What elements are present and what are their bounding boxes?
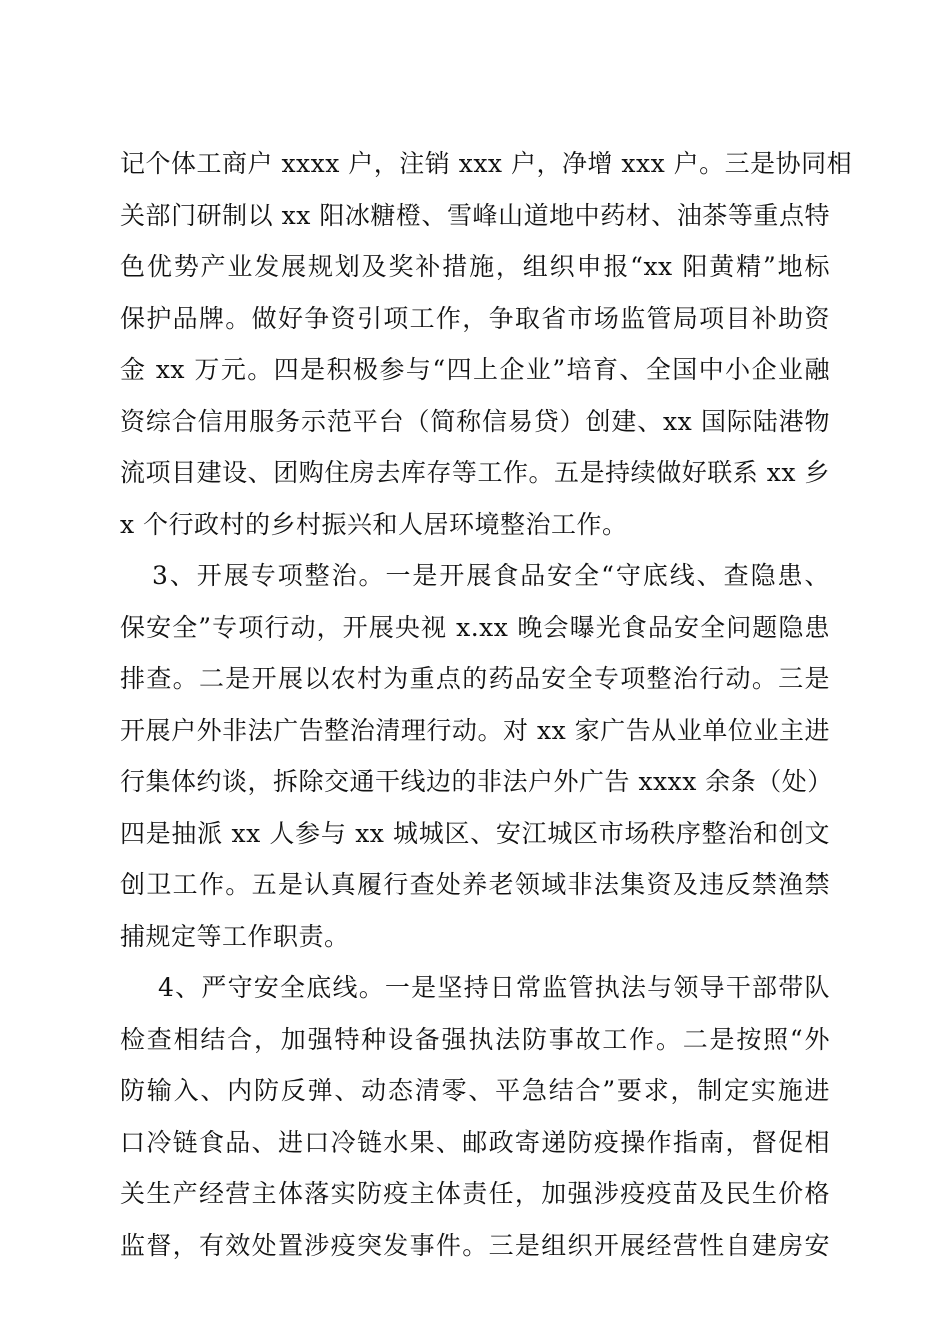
- text-line: 行集体约谈，拆除交通干线边的非法户外广告 xxxx 余条（处）: [120, 767, 833, 796]
- paragraph-safety-baseline: [120, 962, 830, 1271]
- text-line: 捕规定等工作职责。: [120, 921, 350, 951]
- text-line: 关生产经营主体落实防疫主体责任，加强涉疫疫苗及民生价格: [120, 1179, 830, 1208]
- paragraph-special-rectification: [120, 550, 833, 962]
- text-line: 开展户外非法广告整治清理行动。对 xx 家广告从业单位业主进: [120, 715, 830, 745]
- text-line: 色优势产业发展规划及奖补措施，组织申报“xx 阳黄精”地标: [120, 252, 830, 281]
- text-line: 保安全”专项行动，开展央视 x.xx 晚会曝光食品安全问题隐患: [120, 612, 830, 642]
- document-page: [120, 138, 853, 1271]
- text-line: 金 xx 万元。四是积极参与“四上企业”培育、全国中小企业融: [120, 355, 830, 384]
- text-line: 检查相结合，加强特种设备强执法防事故工作。二是按照“外: [120, 1024, 830, 1054]
- paragraph-continuation: [120, 138, 853, 550]
- text-line: 关部门研制以 xx 阳冰糖橙、雪峰山道地中药材、油茶等重点特: [120, 200, 830, 230]
- text-line: 流项目建设、团购住房去库存等工作。五是持续做好联系 xx 乡: [120, 458, 830, 487]
- text-line: 四是抽派 xx 人参与 xx 城城区、安江城区市场秩序整治和创文: [120, 818, 830, 848]
- paragraph-heading-line: 4、严守安全底线。一是坚持日常监管执法与领导干部带队: [158, 973, 830, 1002]
- text-line: 保护品牌。做好争资引项工作，争取省市场监管局项目补助资: [120, 303, 830, 333]
- text-line: 排查。二是开展以农村为重点的药品安全专项整治行动。三是: [120, 664, 830, 693]
- text-line: 监督，有效处置涉疫突发事件。三是组织开展经营性自建房安: [120, 1230, 830, 1260]
- text-line: 口冷链食品、进口冷链水果、邮政寄递防疫操作指南，督促相: [120, 1127, 830, 1157]
- text-line: 防输入、内防反弹、动态清零、平急结合”要求，制定实施进: [120, 1076, 830, 1105]
- text-line: 记个体工商户 xxxx 户，注销 xxx 户，净增 xxx 户。三是协同相: [120, 149, 853, 178]
- paragraph-heading-line: 3、开展专项整治。一是开展食品安全“守底线、查隐患、: [152, 561, 830, 590]
- text-line: 创卫工作。五是认真履行查处养老领域非法集资及违反禁渔禁: [120, 870, 830, 899]
- text-line: 资综合信用服务示范平台（简称信易贷）创建、xx 国际陆港物: [120, 406, 830, 436]
- text-line: x 个行政村的乡村振兴和人居环境整治工作。: [120, 509, 628, 539]
